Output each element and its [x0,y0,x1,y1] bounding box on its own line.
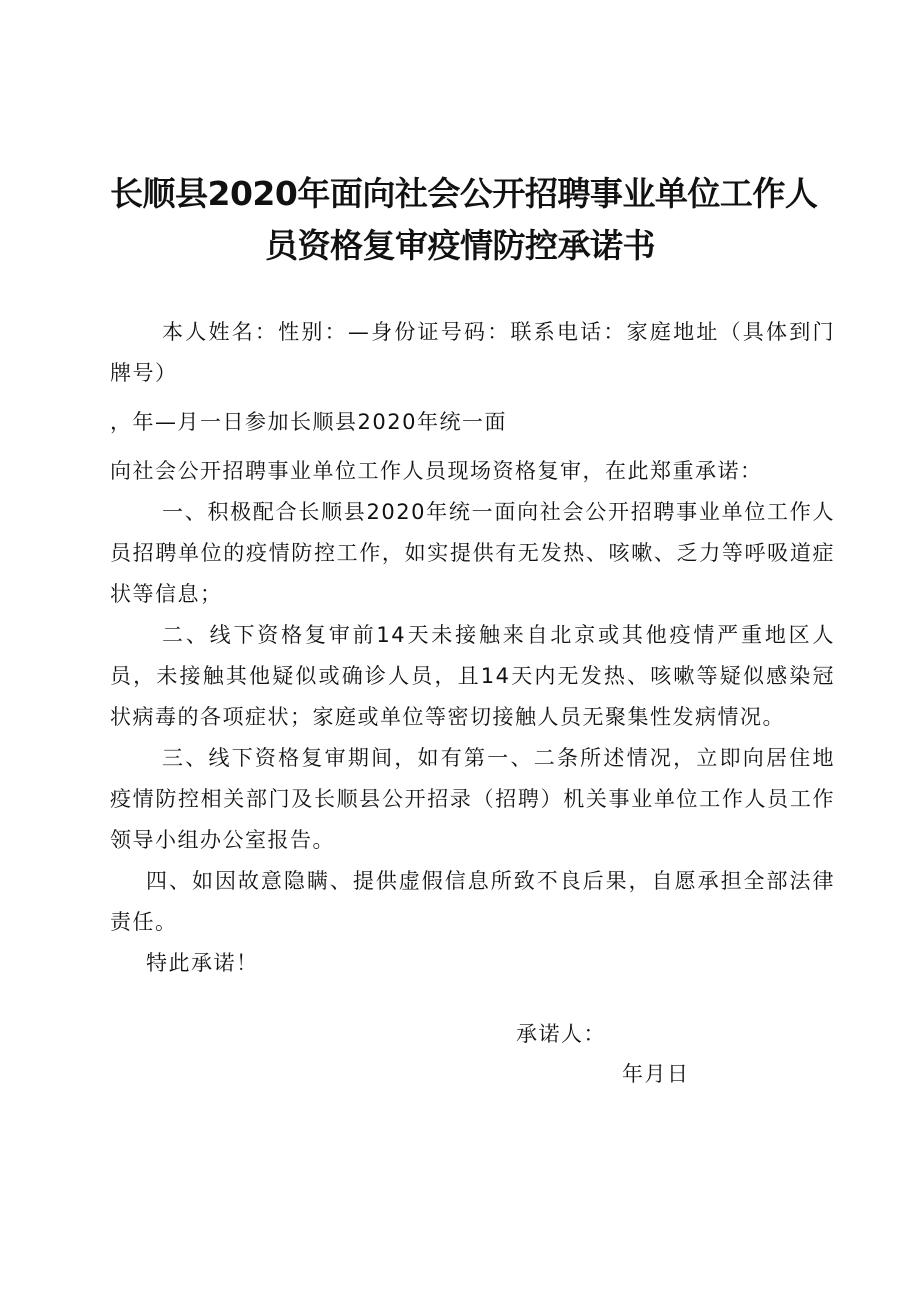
pledge-item-4: 四、如因故意隐瞒、提供虚假信息所致不良后果，自愿承担全部法律责任。 [110,869,835,934]
personal-info-paragraph: 本人姓名：性别：—身份证号码：联系电话：家庭地址（具体到门牌号） [110,320,835,385]
date-paragraph: ，年—月一日参加长顺县2020年统一面 [110,410,507,434]
closing-statement: 特此承诺！ [146,951,259,975]
pledge-item-3: 三、线下资格复审期间，如有第一、二条所述情况，立即向居住地疫情防控相关部门及长顺县公开招录（招聘）机关事业单位工作人员工作领导小组办公室报告。 [110,746,835,852]
title-line-2: 员资格复审疫情防控承诺书 [265,226,655,265]
date-label: 年月日 [622,1062,690,1086]
signer-label: 承诺人： [516,1022,606,1046]
pledge-item-1: 一、积极配合长顺县2020年统一面向社会公开招聘事业单位工作人员招聘单位的疫情防控工作，如实提供有无发热、咳嗽、乏力等呼吸道症状等信息； [110,500,835,606]
exam-paragraph: 向社会公开招聘事业单位工作人员现场资格复审，在此郑重承诺： [110,459,763,483]
document-body [110,312,835,984]
pledge-item-2: 二、线下资格复审前14天未接触来自北京或其他疫情严重地区人员，未接触其他疑似或确诊人员，且14天内无发热、咳嗽等疑似感染冠状病毒的各项症状；家庭或单位等密切接触人员无聚集性发病情况。 [110,623,835,729]
title-line-1: 长顺县2020年面向社会公开招聘事业单位工作人 [110,174,818,213]
